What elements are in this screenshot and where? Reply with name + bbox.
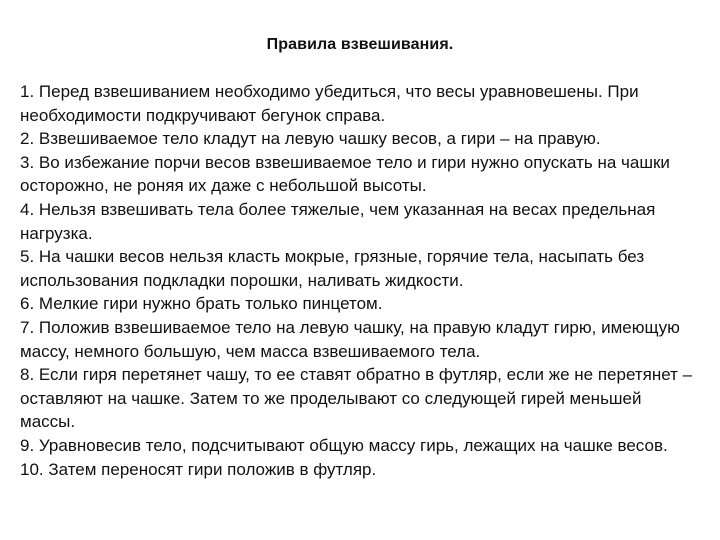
rule-item-2: 2. Взвешиваемое тело кладут на левую чашку весов, а гири – на правую.: [20, 129, 601, 149]
rule-item-8: 8. Если гиря перетянет чашу, то ее ставят обратно в футляр, если же не перетянет – оставляют на чашке. Затем то же проделывают со следующей гирей меньшей массы.: [20, 365, 693, 432]
rule-item-4: 4. Нельзя взвешивать тела более тяжелые, чем указанная на весах предельная нагрузка.: [20, 199, 656, 243]
rule-item-9: 9. Уравновесив тело, подсчитывают общую массу гирь, лежащих на чашке весов.: [20, 435, 668, 455]
rule-item-1: 1. Перед взвешиванием необходимо убедиться, что весы уравновешены. При необходимости подкручивают бегунок справа.: [20, 82, 639, 125]
rule-item-10: 10. Затем переносят гири положив в футляр.: [20, 459, 377, 479]
rule-item-3: 3. Во избежание порчи весов взвешиваемое тело и гири нужно опускать на чашки осторожно, не роняя их даже с небольшой высоты.: [20, 152, 670, 196]
rule-item-5: 5. На чашки весов нельзя класть мокрые, грязные, горячие тела, насыпать без использования подкладки порошки, наливать жидкости.: [20, 247, 645, 290]
rules-list: [20, 80, 700, 481]
rule-item-6: 6. Мелкие гири нужно брать только пинцетом.: [20, 294, 383, 314]
rule-item-7: 7. Положив взвешиваемое тело на левую чашку, на правую кладут гирю, имеющую массу, немного большую, чем масса взвешиваемого тела.: [20, 317, 680, 361]
document-title: Правила взвешивания.: [266, 36, 454, 53]
